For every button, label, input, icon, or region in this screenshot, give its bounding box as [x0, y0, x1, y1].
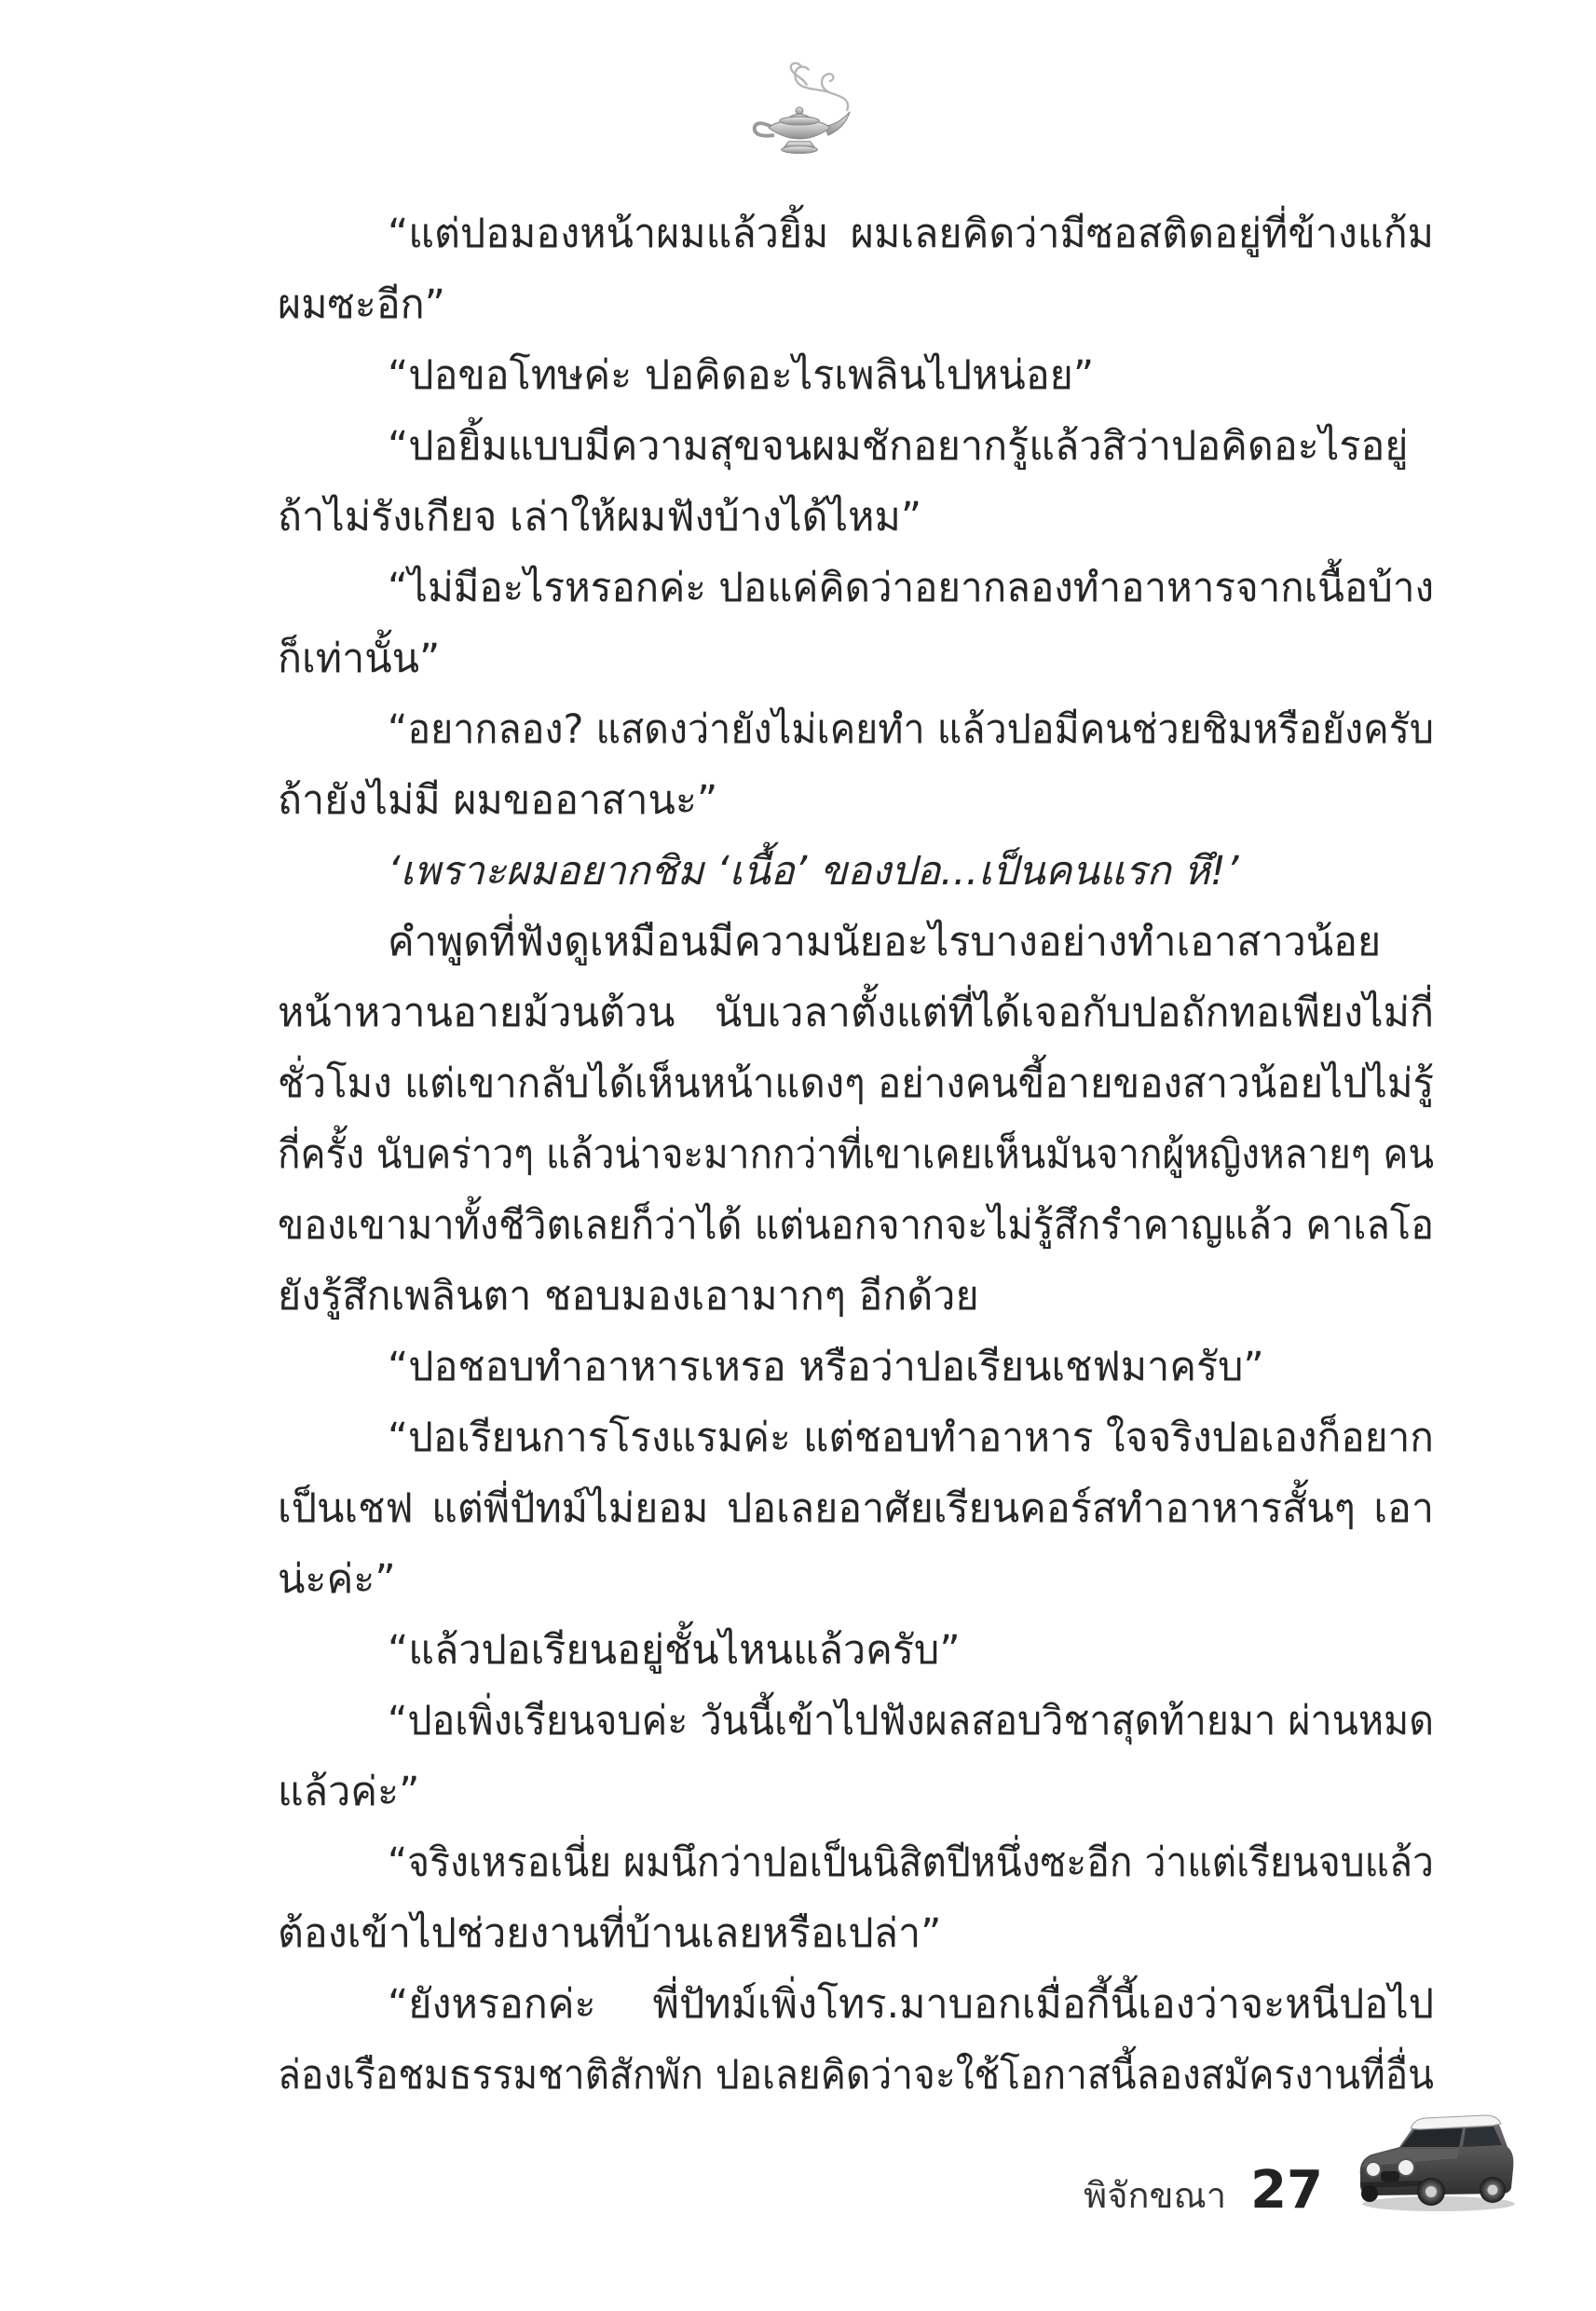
line-text: ของเขามาทั้งชีวิตเลยก็ว่าได้ แต่นอกจากจะไม่รู้สึกรำคาญแล้ว คาเลโอ — [278, 1202, 1434, 1249]
car-wheel-hub — [1488, 2185, 1498, 2195]
paragraph — [278, 411, 1434, 553]
paragraph-line — [388, 694, 1434, 765]
line-text: “แล้วปอเรียนอยู่ชั้นไหนแล้วครับ” — [388, 1627, 961, 1674]
paragraph-line — [388, 340, 1434, 411]
paragraph — [278, 907, 1434, 1332]
line-text: “แต่ปอมองหน้าผมแล้วยิ้ม ผมเลยคิดว่ามีซอสติดอยู่ที่ข้างแก้ม — [388, 211, 1434, 257]
line-text: ถ้าไม่รังเกียจ เล่าให้ผมฟังบ้างได้ไหม” — [278, 494, 922, 540]
paragraph-line — [388, 1686, 1434, 1757]
line-text: “ปอเรียนการโรงแรมค่ะ แต่ชอบทำอาหาร ใจจริงปอเองก็อยาก — [388, 1415, 1434, 1461]
line-text: ล่องเรือชมธรรมชาติสักพัก ปอเลยคิดว่าจะใช้โอกาสนี้ลองสมัครงานที่อื่น — [278, 2052, 1434, 2099]
genie-lamp-icon — [745, 56, 853, 164]
line-text: “อยากลอง? แสดงว่ายังไม่เคยทำ แล้วปอมีคนช่วยชิมหรือยังครับ — [388, 706, 1434, 753]
paragraph-line — [278, 1473, 1434, 1544]
paragraph-line — [278, 269, 1434, 340]
paragraph-line — [278, 623, 1434, 694]
paragraph-line — [278, 1898, 1434, 1969]
paragraph-line — [388, 1827, 1434, 1898]
line-text: คำพูดที่ฟังดูเหมือนมีความนัยอะไรบางอย่างทำเอาสาวน้อย — [388, 919, 1382, 965]
paragraph-line — [388, 411, 1434, 482]
car-wheel — [1361, 2185, 1378, 2202]
paragraph-line — [388, 907, 1434, 978]
car-headlight — [1366, 2162, 1381, 2177]
line-text: “ยังหรอกค่ะ พี่ปัทม์เพิ่งโทร.มาบอกเมื่อกี้นี้เองว่าจะหนีปอไป — [388, 1981, 1434, 2028]
lamp-body — [755, 107, 850, 153]
paragraph-line — [388, 836, 1434, 907]
line-text: ถ้ายังไม่มี ผมขออาสานะ” — [278, 777, 718, 824]
car-grille — [1381, 2171, 1399, 2181]
paragraph-line — [278, 482, 1434, 553]
paragraph-line — [278, 1261, 1434, 1332]
paragraph — [278, 1615, 1434, 1686]
paragraph-line — [388, 1969, 1434, 2040]
paragraph-line — [278, 978, 1434, 1048]
paragraph — [278, 340, 1434, 411]
paragraph-line — [278, 1757, 1434, 1827]
line-text: “ปอขอโทษค่ะ ปอคิดอะไรเพลินไปหน่อย” — [388, 352, 1095, 399]
line-text: แล้วค่ะ” — [278, 1769, 420, 1815]
paragraph-line — [388, 1615, 1434, 1686]
paragraph-line — [388, 1402, 1434, 1473]
car-wheel-hub — [1425, 2186, 1437, 2197]
line-text: ยังรู้สึกเพลินตา ชอบมองเอามากๆ อีกด้วย — [278, 1273, 979, 1320]
paragraph-line — [278, 1190, 1434, 1261]
line-text: “ปอเพิ่งเรียนจบค่ะ วันนี้เข้าไปฟังผลสอบวิชาสุดท้ายมา ผ่านหมด — [388, 1698, 1434, 1744]
line-text: ก็เท่านั้น” — [278, 636, 441, 682]
paragraph-line — [278, 765, 1434, 836]
line-text: ชั่วโมง แต่เขากลับได้เห็นหน้าแดงๆ อย่างคนขี้อายของสาวน้อยไปไม่รู้ — [278, 1060, 1434, 1107]
paragraph-line — [278, 2040, 1434, 2111]
author-name: พิจักขณา — [1084, 2175, 1227, 2216]
line-text: “ปอยิ้มแบบมีความสุขจนผมชักอยากรู้แล้วสิว่าปอคิดอะไรอยู่ — [388, 423, 1409, 470]
paragraph — [278, 694, 1434, 836]
page-number: 27 — [1250, 2160, 1323, 2221]
italic-thought-paragraph — [278, 836, 1434, 907]
paragraph — [278, 1827, 1434, 1969]
paragraph-line — [388, 198, 1434, 269]
paragraph — [278, 1332, 1434, 1402]
paragraph — [278, 198, 1434, 340]
paragraph-line — [278, 1119, 1434, 1190]
line-text: “ไม่มีอะไรหรอกค่ะ ปอแค่คิดว่าอยากลองทำอาหารจากเนื้อบ้าง — [388, 565, 1434, 611]
paragraph — [278, 1969, 1434, 2111]
line-text: ผมซะอีก” — [278, 281, 445, 328]
body-text — [278, 198, 1434, 2111]
paragraph-line — [388, 1332, 1434, 1402]
lamp-smoke — [791, 63, 848, 110]
line-text: เป็นเชฟ แต่พี่ปัทม์ไม่ยอม ปอเลยอาศัยเรียนคอร์สทำอาหารสั้นๆ เอา — [278, 1485, 1434, 1532]
line-text: หน้าหวานอายม้วนต้วน นับเวลาตั้งแต่ที่ได้เจอกับปอถักทอเพียงไม่กี่ — [278, 990, 1434, 1036]
paragraph-line — [278, 1048, 1434, 1119]
line-text: “จริงเหรอเนี่ย ผมนึกว่าปอเป็นนิสิตปีหนึ่งซะอีก ว่าแต่เรียนจบแล้ว — [388, 1839, 1434, 1886]
paragraph — [278, 553, 1434, 694]
car-icon — [1353, 2084, 1517, 2214]
line-text: กี่ครั้ง นับคร่าวๆ แล้วน่าจะมากกว่าที่เขาเคยเห็นมันจากผู้หญิงหลายๆ คน — [278, 1131, 1434, 1178]
paragraph-line — [388, 553, 1434, 623]
paragraph — [278, 1402, 1434, 1615]
line-text: “ปอชอบทำอาหารเหรอ หรือว่าปอเรียนเชฟมาครับ” — [388, 1344, 1264, 1390]
car-headlight — [1398, 2159, 1414, 2176]
running-footer — [1084, 2160, 1323, 2235]
line-text: น่ะค่ะ” — [278, 1556, 396, 1603]
line-text: ‘เพราะผมอยากชิม ‘เนื้อ’ ของปอ...เป็นคนแรก หึ!’ — [388, 848, 1239, 895]
paragraph-line — [278, 1544, 1434, 1615]
paragraph — [278, 1686, 1434, 1827]
line-text: ต้องเข้าไปช่วยงานที่บ้านเลยหรือเปล่า” — [278, 1910, 942, 1957]
